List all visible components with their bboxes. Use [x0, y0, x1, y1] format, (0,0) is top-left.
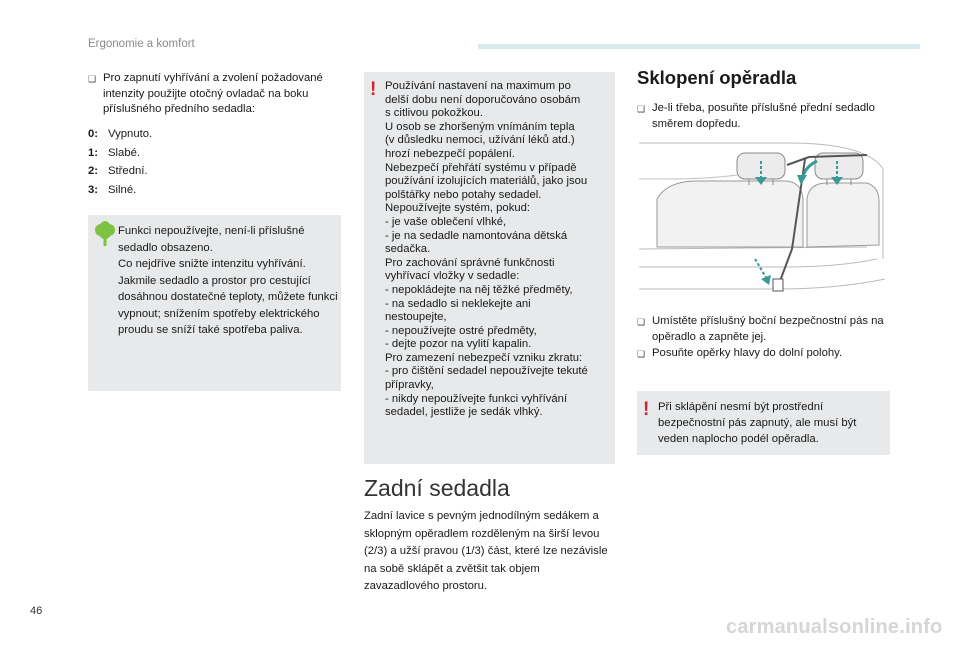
- eco-tip-box: [88, 215, 341, 391]
- rear-seats-title: Zadní sedadla: [364, 475, 510, 501]
- fold-step-1: ❑ Je-li třeba, posuňte příslušné přední sedadlo směrem dopředu.: [637, 101, 897, 132]
- red-exclamation-icon: !: [370, 79, 377, 100]
- heating-warning-text: Používání nastavení na maximum po delší dobu není doporučováno osobám s citlivou pokožkou. U osob se zhoršeným vnímáním tepla (v důsledku nemoci, užívání léků atd.) hrozí nebezpečí popálení. Nebezpečí přehřátí systému v případě používání izolujících materiálů, jako jsou polštářky nebo potahy sedadel. Nepoužívejte systém, pokud: - je vaše oblečení vlhké, - je na sedadle namontována dětská sedačka. Pro zachování správné funkčnosti vyhřívací vložky v sedadle: - nepokládejte na něj těžké předměty, - na sedadlo si neklekejte ani nestoupejte, - nepoužívejte ostré předměty, - dejte pozor na vylití kapalin. Pro zamezení nebezpečí vzniku zkratu: - pro čištění sedadel nepoužívejte tekuté přípravky, - nikdy nepoužívejte funkci vyhřívání sedadel, jestliže je sedák vlhký.: [385, 80, 588, 419]
- level-item: 1: Slabé.: [88, 146, 141, 159]
- green-tree-tip-icon: [94, 221, 116, 252]
- header-accent-bar: [478, 44, 920, 49]
- page-number: 46: [30, 605, 43, 617]
- checkbox-bullet-icon: ❑: [88, 74, 97, 84]
- heating-intro-text: Pro zapnutí vyhřívání a zvolení požadované intenzity použijte otočný ovladač na boku příslušného předního sedadla:: [103, 72, 323, 116]
- fold-step-3: ❑ Posuňte opěrky hlavy do dolní polohy.: [637, 346, 897, 362]
- heating-levels-list: [88, 125, 338, 199]
- red-exclamation-icon: !: [643, 399, 650, 420]
- section-header: Ergonomie a komfort: [88, 38, 195, 50]
- heating-warning-box: [364, 72, 615, 464]
- site-watermark: carmanualsonline.info: [726, 616, 943, 638]
- fold-warning-box: [637, 391, 890, 455]
- level-item: 3: Silné.: [88, 183, 137, 196]
- checkbox-bullet-icon: ❑: [637, 317, 646, 327]
- level-item: 0: Vypnuto.: [88, 128, 153, 140]
- level-item: 2: Střední.: [88, 165, 148, 177]
- heating-intro: [88, 71, 344, 118]
- rear-seat-drawing: [637, 139, 890, 302]
- checkbox-bullet-icon: ❑: [637, 104, 646, 114]
- fold-step-2: ❑ Umístěte příslušný boční bezpečnostní pás na opěradlo a zapněte jej.: [637, 314, 897, 345]
- rear-seat-illustration: [637, 139, 890, 302]
- eco-tip-text: Funkci nepoužívejte, není-li příslušné sedadlo obsazeno. Co nejdříve snižte intenzitu vyhřívání. Jakmile sedadlo a prostor pro cestující dosáhnou dostatečné teploty, můžete funkci vypnout; snížením spotřeby elektrického proudu se sníží také spotřeba paliva.: [118, 225, 338, 336]
- rear-seats-description: Zadní lavice s pevným jednodílným sedákem a sklopným opěradlem rozděleným na širší levou (2/3) a užší pravou (1/3) část, které lze nezávisle na sobě sklápět a zvětšit tak objem zavazadlového prostoru.: [364, 510, 608, 593]
- checkbox-bullet-icon: ❑: [637, 349, 646, 359]
- fold-warning-text: Při sklápění nesmí být prostřední bezpečnostní pás zapnutý, ale musí být veden naplocho podél opěradla.: [658, 401, 857, 445]
- fold-backrest-title: Sklopení opěradla: [637, 67, 797, 88]
